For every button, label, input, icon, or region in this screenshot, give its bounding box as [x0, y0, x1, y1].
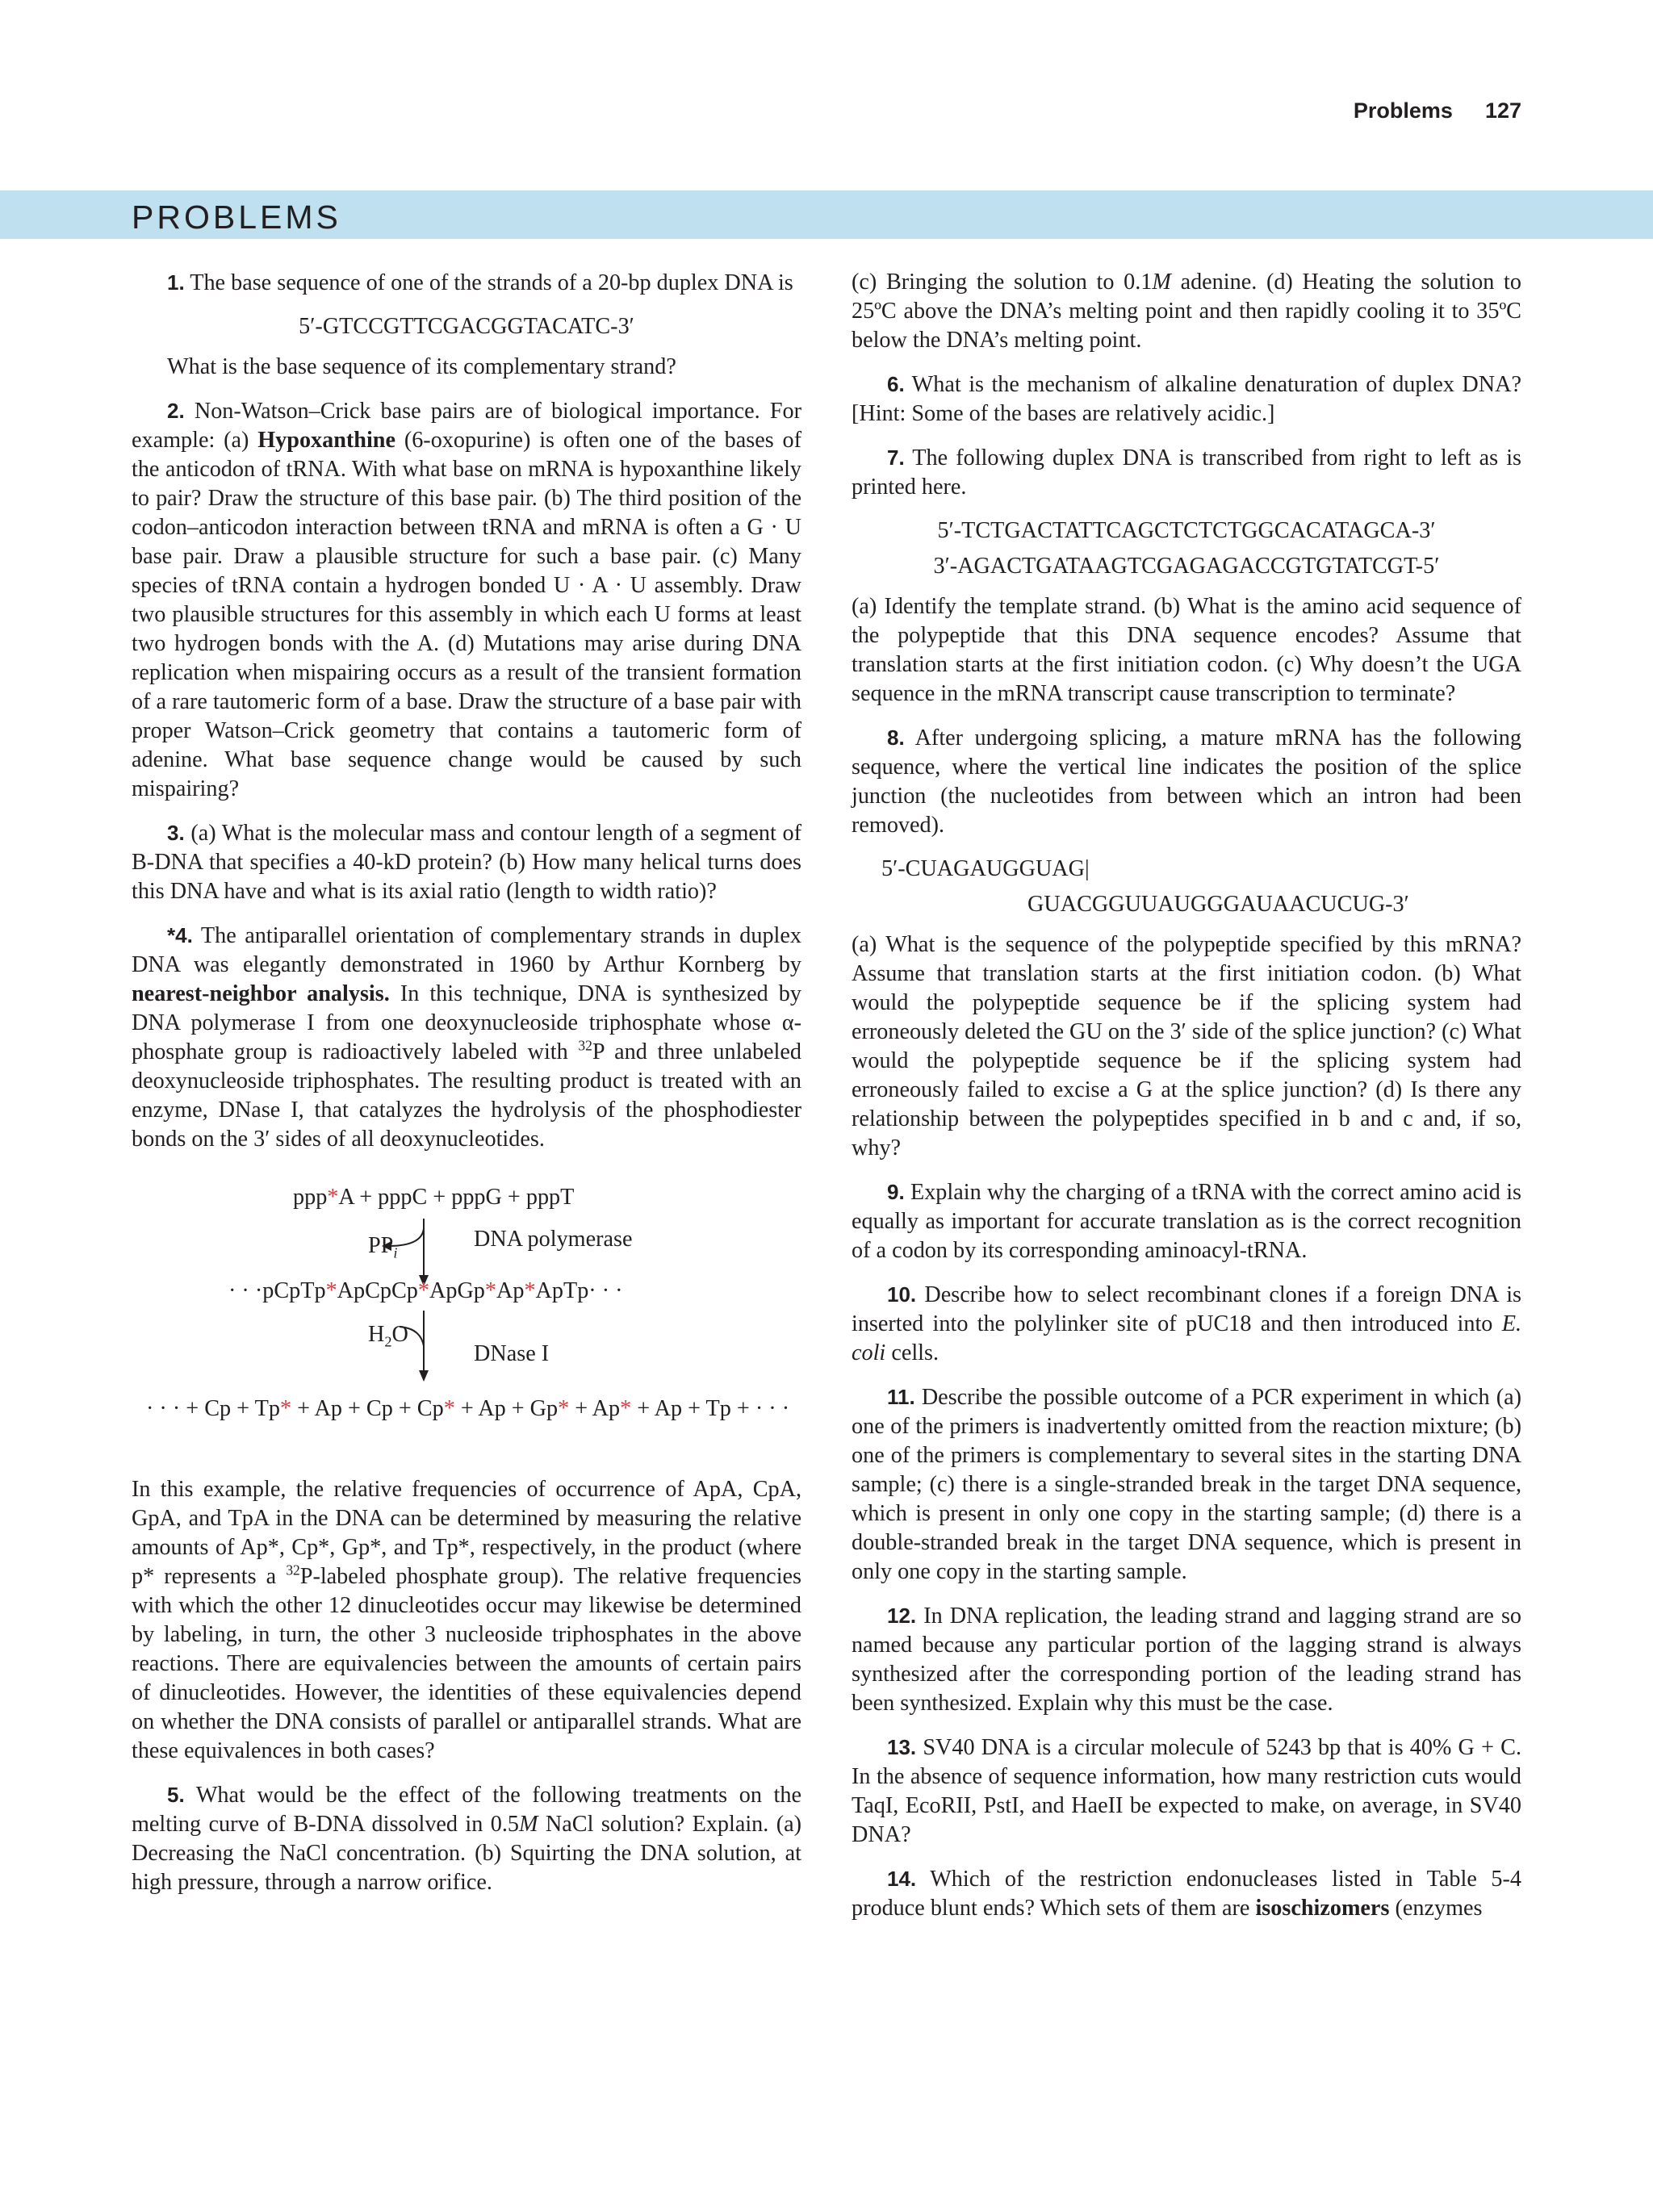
- problem-1-question: What is the base sequence of its complementary strand?: [167, 354, 676, 379]
- problem-8-sequence-5prime: 5′-CUAGAUGGUAG|: [881, 856, 1090, 881]
- problem-10-text-b: cells.: [885, 1340, 939, 1365]
- problem-1-number: 1.: [167, 270, 185, 295]
- running-header: [1354, 98, 1521, 123]
- problem-7-sequence-bottom: 3′-AGACTGATAAGTCGAGAGACCGTGTATCGT-5′: [933, 554, 1440, 579]
- problem-12-number: 12.: [887, 1604, 917, 1628]
- page-number: 127: [1484, 98, 1521, 123]
- scheme-water-subscript: 2: [384, 1333, 392, 1350]
- scheme-water: [368, 1320, 408, 1349]
- problem-11-number: 11.: [887, 1385, 915, 1409]
- problem-7-sequence-top: 5′-TCTGACTATTCAGCTCTCTGGCACATAGCA-3′: [937, 518, 1436, 543]
- problem-4-text-a: The antiparallel orientation of complementary strands in duplex DNA was elegantly demonstrated in 1960 by Arthur Kornberg by: [132, 923, 801, 977]
- problem-2: [132, 396, 801, 804]
- problem-7-text: The following duplex DNA is transcribed from right to left as is printed here.: [852, 445, 1521, 500]
- problem-4-text-b: In this technique, DNA is synthesized by DNA polymerase I from one deoxynucleoside triphosphate whose α-phosphate group is radioactively labeled with: [132, 981, 801, 1064]
- problem-10-number: 10.: [887, 1282, 917, 1307]
- left-column: [132, 268, 801, 1912]
- nearest-neighbor-scheme: [132, 1183, 801, 1441]
- section-banner: [0, 190, 1653, 239]
- running-header-section: Problems: [1353, 98, 1453, 123]
- section-title: PROBLEMS: [132, 199, 341, 236]
- scheme-product-part-1: · · ·pCpTp: [228, 1278, 326, 1303]
- organism-name: E. coli: [852, 1311, 1521, 1365]
- label-star: *: [327, 1185, 339, 1210]
- problem-10-text-a: Describe how to select recombinant clones if a foreign DNA is inserted into the polylinker site of pUC18 and then introduced into: [852, 1282, 1521, 1336]
- problem-5-text-d: adenine. (d) Heating the solution to 25ºC above the DNA’s melting point and then rapidly cooling it to 35ºC below the DNA’s melting point.: [852, 270, 1521, 353]
- scheme-digest-part-5: + Ap + Tp + · · ·: [631, 1396, 790, 1421]
- problem-8-number: 8.: [887, 725, 905, 750]
- scheme-water-o: O: [391, 1322, 408, 1347]
- problem-13-number: 13.: [887, 1735, 917, 1759]
- problem-13-text: SV40 DNA is a circular molecule of 5243 bp that is 40% G + C. In the absence of sequence information, how many restriction cuts would TaqI, EcoRII, PstI, and HaeII be expected to make, on average, in SV40 DNA?: [852, 1735, 1522, 1847]
- scheme-product-part-2: ApCpCp: [337, 1278, 418, 1303]
- problem-5-number: 5.: [167, 1783, 185, 1807]
- label-star: *: [325, 1278, 337, 1303]
- problem-14-term: isoschizomers: [1255, 1896, 1390, 1921]
- problem-8-question: (a) What is the sequence of the polypeptide specified by this mRNA? Assume that translation starts at the first initiation codon. (b) What would the polypeptide sequence be if the splicing system had erroneously deleted the GU on the 3′ side of the splice junction? (c) What would the polypeptide sequence be if the splicing system had erroneously failed to excise a G at the splice junction? (d) Is there any relationship between the polypeptides specified in b and c and, if so, why?: [852, 932, 1521, 1160]
- scheme-digest-part-4: + Ap: [569, 1396, 621, 1421]
- problem-1-text: The base sequence of one of the strands of a 20-bp duplex DNA is: [190, 270, 793, 295]
- scheme-product-part-5: ApTp· · ·: [535, 1278, 623, 1303]
- problem-7-number: 7.: [887, 445, 905, 470]
- problem-5-continued: [852, 268, 1521, 355]
- problem-4-term: nearest-neighbor analysis.: [132, 981, 390, 1006]
- scheme-reactant-rest: A + pppC + pppG + pppT: [338, 1185, 575, 1210]
- problem-4-number: *4.: [167, 923, 193, 947]
- problem-8-text: After undergoing splicing, a mature mRNA has the following sequence, where the vertical line indicates the position of the splice junction (the nucleotides from between which an intron had been removed).: [852, 725, 1521, 838]
- problem-2-term: Hypoxanthine: [257, 428, 395, 453]
- problem-4-text-e: P-labeled phosphate group). The relative frequencies with which the other 12 dinucleotides occur may likewise be determined by labeling, in turn, the other 3 nucleoside triphosphates in the above reactions. There are equivalencies between the amounts of certain pairs of dinucleotides. However, the identities of these equivalencies depend on whether the DNA consists of parallel or antiparallel strands. What are these equivalences in both cases?: [132, 1564, 802, 1763]
- problem-14-text-a: Which of the restriction endonucleases listed in Table 5-4 produce blunt ends? Which sets of them are: [852, 1867, 1521, 1921]
- problem-1-sequence: 5′-GTCCGTTCGACGGTACATC-3′: [299, 314, 634, 339]
- scheme-pyrophosphate: [368, 1231, 397, 1261]
- problem-6-number: 6.: [887, 372, 905, 396]
- problem-14-number: 14.: [887, 1867, 917, 1891]
- problem-9: [852, 1177, 1521, 1265]
- problem-10: [852, 1280, 1521, 1368]
- problem-6-text: What is the mechanism of alkaline denaturation of duplex DNA? [Hint: Some of the bases are relatively acidic.]: [852, 372, 1521, 426]
- problem-8: [852, 723, 1521, 840]
- problem-14-text-b: (enzymes: [1389, 1896, 1483, 1921]
- problem-7-question: (a) Identify the template strand. (b) What is the amino acid sequence of the polypeptide that this DNA sequence encodes? Assume that translation starts at the first initiation codon. (c) Why doesn’t the UGA sequence in the mRNA transcript cause transcription to terminate?: [852, 594, 1521, 706]
- problem-2-text-b: (6-oxopurine) is often one of the bases of the anticodon of tRNA. With what base on mRNA is hypoxanthine likely to pair? Draw the structure of this base pair. (b) The third position of the codon–anticodon interaction between tRNA and mRNA is often a G · U base pair. Draw a plausible structure for such a base pair. (c) Many species of tRNA contain a hydrogen bonded U · A · U assembly. Draw two plausible structures for this assembly in which each U forms at least two hydrogen bonds with the A. (d) Mutations may arise during DNA replication when mispairing occurs as a result of the transient formation of a rare tautomeric form of a base. Draw the structure of a base pair with proper Watson–Crick geometry that contains a tautomeric form of adenine. What base sequence change would be caused by such mispairing?: [132, 428, 802, 801]
- scheme-product-strand: [228, 1277, 623, 1306]
- problem-4-text-c: P and three unlabeled deoxynucleoside triphosphates. The resulting product is treated with an enzyme, DNase I, that catalyzes the hydrolysis of the phosphodiester bonds on the 3′ sides of all deoxynucleotides.: [132, 1039, 801, 1152]
- problem-4-continued: [132, 1475, 801, 1766]
- label-star: *: [524, 1278, 536, 1303]
- problem-14: [852, 1864, 1521, 1923]
- scheme-reactants: [293, 1183, 574, 1212]
- scheme-pp-subscript: i: [393, 1244, 398, 1261]
- label-star: *: [620, 1396, 632, 1421]
- problem-1: [132, 268, 801, 298]
- scheme-digest-products: [146, 1395, 789, 1424]
- problem-5-text-c: (c) Bringing the solution to 0.1: [852, 270, 1153, 295]
- problem-4: [132, 921, 801, 1154]
- scheme-digest-part-1: · · · + Cp + Tp: [146, 1396, 280, 1421]
- problem-7: [852, 443, 1521, 502]
- molar-unit: M: [519, 1812, 538, 1837]
- problem-3-text: (a) What is the molecular mass and contour length of a segment of B-DNA that specifies a 40-kD protein? (b) How many helical turns does this DNA have and what is its axial ratio (length to width ratio)?: [132, 821, 801, 904]
- problem-9-number: 9.: [887, 1180, 905, 1204]
- label-star: *: [484, 1278, 496, 1303]
- label-star: *: [417, 1278, 429, 1303]
- scheme-pp: PP: [368, 1233, 394, 1258]
- right-column: [852, 268, 1521, 1938]
- isotope-superscript: 32: [578, 1037, 592, 1054]
- scheme-water-h: H: [368, 1322, 385, 1347]
- problem-11: [852, 1382, 1521, 1587]
- problem-13: [852, 1733, 1521, 1850]
- label-star: *: [443, 1396, 455, 1421]
- label-star: *: [558, 1396, 570, 1421]
- label-star: *: [279, 1396, 292, 1421]
- problem-11-text: Describe the possible outcome of a PCR experiment in which (a) one of the primers is inadvertently omitted from the reaction mixture; (b) one of the primers is complementary to several sites in the starting DNA sample; (c) there is a single-stranded break in the target DNA sequence, which is present in only one copy in the starting sample; (d) there is a double-stranded break in the target DNA sequence, which is present in only one copy in the starting sample.: [852, 1385, 1522, 1584]
- problem-5-text-b: NaCl solution? Explain. (a) Decreasing the NaCl concentration. (b) Squirting the DNA solution, at high pressure, through a narrow orifice.: [132, 1812, 801, 1895]
- problem-12: [852, 1601, 1521, 1718]
- problem-2-number: 2.: [167, 399, 185, 423]
- scheme-product-part-3: ApGp: [429, 1278, 485, 1303]
- problem-5-text-a: What would be the effect of the following treatments on the melting curve of B-DNA dissolved in 0.5: [132, 1783, 801, 1837]
- problem-3: [132, 818, 801, 906]
- scheme-reactant-ppp: ppp: [293, 1185, 328, 1210]
- problem-3-number: 3.: [167, 821, 185, 845]
- problem-2-text-a: Non-Watson–Crick base pairs are of biological importance. For example: (a): [132, 399, 801, 453]
- scheme-digest-part-3: + Ap + Gp: [454, 1396, 559, 1421]
- problem-6: [852, 370, 1521, 429]
- problem-4-text-d: In this example, the relative frequencies of occurrence of ApA, CpA, GpA, and TpA in the DNA can be determined by measuring the relative amounts of Ap*, Cp*, Gp*, and Tp*, respectively, in the product (where p* represents a: [132, 1477, 801, 1589]
- scheme-enzyme-1: DNA polymerase: [474, 1227, 633, 1252]
- isotope-superscript: 32: [286, 1562, 300, 1579]
- problem-12-text: In DNA replication, the leading strand and lagging strand are so named because any particular portion of the lagging strand is always synthesized after the corresponding portion of the leading strand has been synthesized. Explain why this must be the case.: [852, 1604, 1522, 1716]
- scheme-enzyme-2: DNase I: [474, 1341, 550, 1366]
- problem-5: [132, 1780, 801, 1897]
- problem-9-text: Explain why the charging of a tRNA with the correct amino acid is equally as important for accurate translation as is the correct recognition of a codon by its corresponding aminoacyl-tRNA.: [852, 1180, 1521, 1263]
- molar-unit: M: [1152, 270, 1171, 295]
- scheme-product-part-4: Ap: [496, 1278, 525, 1303]
- problem-8-sequence-3prime: GUACGGUUAUGGGAUAACUCUG-3′: [1027, 892, 1409, 917]
- scheme-digest-part-2: + Ap + Cp + Cp: [291, 1396, 444, 1421]
